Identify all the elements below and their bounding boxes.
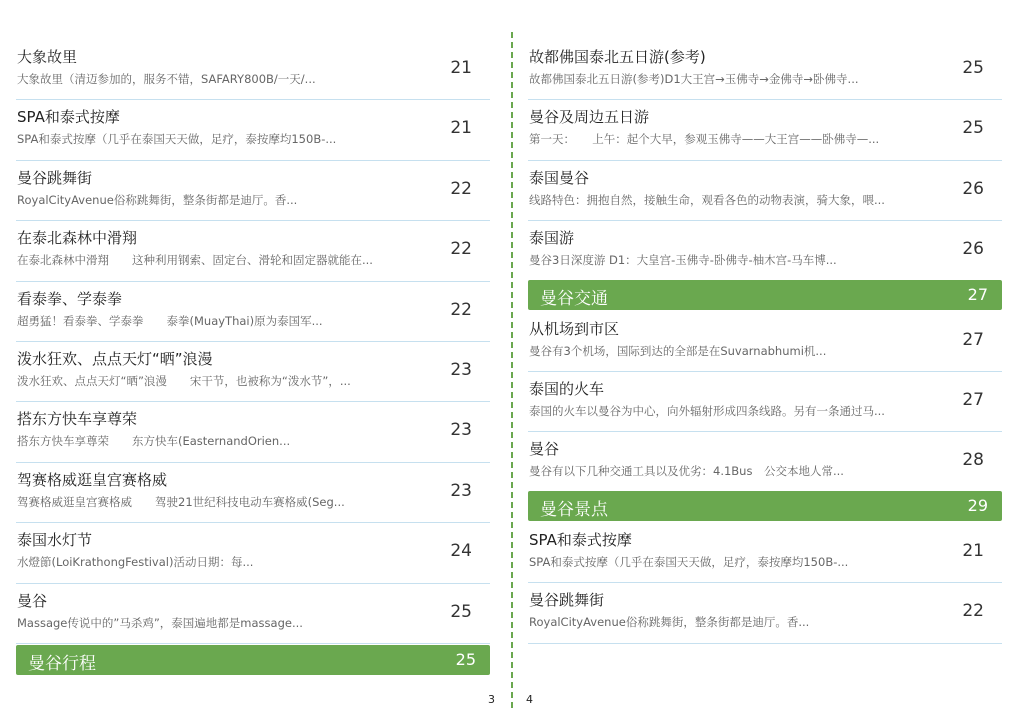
toc-entry[interactable] <box>16 463 490 523</box>
entry-title: 在泰北森林中滑翔 <box>17 229 138 248</box>
entry-title: 曼谷及周边五日游 <box>529 108 650 127</box>
entry-title: 驾赛格威逛皇宫赛格威 <box>17 470 168 489</box>
entry-title: 看泰拳、学泰拳 <box>17 289 123 308</box>
entry-page-number: 22 <box>450 299 472 320</box>
entry-title: SPA和泰式按摩 <box>17 108 120 127</box>
section-title: 曼谷行程 <box>28 653 96 674</box>
entry-title: 曼谷跳舞街 <box>17 168 93 187</box>
entry-page-number: 28 <box>962 450 984 471</box>
entry-title: 泼水狂欢、点点天灯“晒”浪漫 <box>17 349 213 368</box>
left-page-number: 3 <box>488 693 495 706</box>
entry-page-number: 27 <box>962 389 984 410</box>
entry-page-number: 22 <box>962 601 984 622</box>
entry-page-number: 23 <box>450 420 472 441</box>
toc-entry[interactable] <box>16 161 490 221</box>
entry-title: 泰国的火车 <box>529 379 605 398</box>
entry-desc: 大象故里（清迈参加的，服务不错，SAFARY800B/一天/... <box>17 72 316 86</box>
toc-entry[interactable] <box>16 584 490 644</box>
toc-entry[interactable] <box>528 372 1002 432</box>
entry-desc: 曼谷3日深度游 D1：大皇宫-玉佛寺-卧佛寺-柚木宫-马车博... <box>529 253 837 268</box>
toc-entry[interactable] <box>528 432 1002 492</box>
entry-title: 泰国水灯节 <box>17 531 93 550</box>
section-title: 曼谷交通 <box>540 288 608 309</box>
entry-page-number: 22 <box>450 178 472 199</box>
section-page-number: 27 <box>967 284 988 304</box>
entry-desc: 超勇猛！看泰拳、学泰拳 泰拳(MuayThai)原为泰国军... <box>17 313 323 328</box>
entry-desc: 曼谷有3个机场，国际到达的全部是在Suvarnabhumi机... <box>529 343 827 358</box>
toc-entry[interactable] <box>528 221 1002 281</box>
entry-title: 泰国曼谷 <box>529 168 590 187</box>
entry-page-number: 23 <box>450 359 472 380</box>
entry-desc: 泰国的火车以曼谷为中心，向外辐射形成四条线路。另有一条通过马... <box>529 403 885 418</box>
entry-page-number: 26 <box>962 178 984 199</box>
entry-desc: 水燈節(LoiKrathongFestival)活动日期：每... <box>17 555 254 570</box>
right-page-number: 4 <box>526 693 533 706</box>
entry-page-number: 25 <box>450 601 472 622</box>
toc-entry[interactable] <box>16 221 490 281</box>
entry-page-number: 25 <box>962 58 984 78</box>
entry-page-number: 22 <box>450 239 472 260</box>
entry-desc: SPA和泰式按摩（几乎在泰国天天做，足疗，泰按摩均150B-... <box>17 132 337 147</box>
toc-entry[interactable] <box>16 402 490 462</box>
toc-entry[interactable] <box>528 312 1002 372</box>
section-header-bangkok-transport[interactable] <box>528 280 1002 310</box>
entry-title: 从机场到市区 <box>529 319 620 338</box>
toc-entry[interactable] <box>528 100 1002 160</box>
entry-desc: SPA和泰式按摩（几乎在泰国天天做，足疗，泰按摩均150B-... <box>529 554 849 569</box>
toc-entry[interactable] <box>16 282 490 342</box>
right-toc-page <box>528 40 1002 644</box>
entry-page-number: 21 <box>450 118 472 139</box>
entry-desc: RoyalCityAvenue俗称跳舞街，整条街都是迪厅。香... <box>529 615 810 630</box>
entry-desc: 搭东方快车享尊荣 东方快车(EasternandOrien... <box>17 434 291 449</box>
entry-desc: Massage传说中的”马杀鸡”，泰国遍地都是massage... <box>17 615 303 630</box>
entry-desc: 第一天： 上午：起个大早，参观玉佛寺——大王宫——卧佛寺—... <box>529 132 880 147</box>
entry-desc: 在泰北森林中滑翔 这种利用钢索、固定台、滑轮和固定器就能在... <box>17 253 373 268</box>
entry-desc: 故都佛国泰北五日游(参考)D1大王宫→玉佛寺→金佛寺→卧佛寺... <box>529 72 859 86</box>
section-header-bangkok-attractions[interactable] <box>528 491 1002 521</box>
toc-entry[interactable] <box>528 583 1002 643</box>
entry-page-number: 21 <box>962 540 984 561</box>
entry-page-number: 25 <box>962 118 984 139</box>
toc-entry[interactable] <box>528 40 1002 100</box>
entry-desc: 驾赛格威逛皇宫赛格威 驾驶21世纪科技电动车赛格威(Seg... <box>17 494 345 509</box>
entry-page-number: 23 <box>450 480 472 501</box>
spine-divider <box>511 32 513 708</box>
toc-entry[interactable] <box>528 523 1002 583</box>
entry-title: 搭东方快车享尊荣 <box>17 410 138 429</box>
left-toc-page <box>16 40 490 677</box>
entry-desc: 曼谷有以下几种交通工具以及优劣：4.1Bus 公交本地人常... <box>529 464 844 479</box>
entry-title: SPA和泰式按摩 <box>529 530 632 549</box>
entry-title: 泰国游 <box>529 229 575 248</box>
entry-desc: 泼水狂欢、点点天灯“晒”浪漫 宋干节，也被称为“泼水节”，... <box>17 373 351 388</box>
section-page-number: 29 <box>967 495 988 515</box>
entry-title: 曼谷 <box>17 591 48 610</box>
toc-entry[interactable] <box>16 40 490 100</box>
entry-desc: RoyalCityAvenue俗称跳舞街，整条街都是迪厅。香... <box>17 192 298 207</box>
section-title: 曼谷景点 <box>540 499 608 520</box>
toc-entry[interactable] <box>16 523 490 583</box>
entry-page-number: 27 <box>962 329 984 350</box>
entry-page-number: 24 <box>450 541 472 562</box>
entry-page-number: 21 <box>450 58 472 78</box>
toc-entry[interactable] <box>16 342 490 402</box>
entry-desc: 线路特色：拥抱自然，接触生命，观看各色的动物表演，骑大象，喂... <box>529 192 885 207</box>
entry-page-number: 26 <box>962 239 984 260</box>
entry-title: 故都佛国泰北五日游(参考) <box>529 48 706 66</box>
section-page-number: 25 <box>455 649 476 669</box>
entry-title: 曼谷 <box>529 440 560 459</box>
entry-title: 大象故里 <box>17 48 78 66</box>
toc-entry[interactable] <box>16 100 490 160</box>
entry-title: 曼谷跳舞街 <box>529 591 605 610</box>
section-header-bangkok-itinerary[interactable] <box>16 645 490 675</box>
toc-entry[interactable] <box>528 161 1002 221</box>
